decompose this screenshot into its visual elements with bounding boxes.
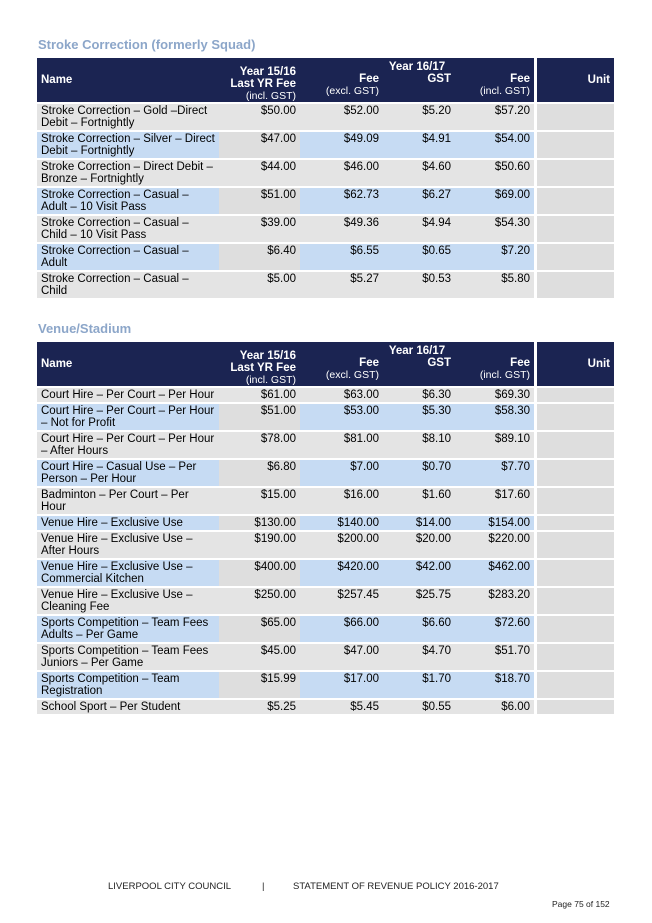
gst-amount: $5.20 [383,104,455,130]
unit-value [537,188,614,214]
last-year-fee: $190.00 [219,532,300,558]
fee-name: Stroke Correction – Silver – Direct Debit – Fortnightly [37,132,219,158]
table-row [37,216,614,242]
gst-amount: $25.75 [383,588,455,614]
table-row [37,616,614,642]
fee-excl-gst: $53.00 [300,404,383,430]
header-gst-label: GST [427,357,451,369]
gst-amount: $6.60 [383,616,455,642]
fee-incl-gst: $5.80 [455,272,534,298]
footer-document-title: STATEMENT OF REVENUE POLICY 2016-2017 [293,881,499,892]
fee-name: Sports Competition – Team Registration [37,672,219,698]
unit-value [537,244,614,270]
last-year-fee: $130.00 [219,516,300,530]
fee-excl-gst: $49.36 [300,216,383,242]
last-year-fee: $15.99 [219,672,300,698]
table-row [37,104,614,130]
header-fee: Fee [359,357,379,369]
unit-value [537,560,614,586]
fee-incl-gst: $154.00 [455,516,534,530]
fee-incl-gst: $58.30 [455,404,534,430]
fee-excl-gst: $47.00 [300,644,383,670]
header-year-16-17: Year 16/17 [388,345,446,357]
header-year-15-16: Year 15/16 [239,350,296,362]
fee-excl-gst: $7.00 [300,460,383,486]
fee-table-venue-stadium [37,340,614,716]
fee-name: Badminton – Per Court – Per Hour [37,488,219,514]
fee-name: Stroke Correction – Casual – Adult – 10 Visit Pass [37,188,219,214]
header-fee-incl-label: Fee [510,357,530,369]
footer-organisation: LIVERPOOL CITY COUNCIL [108,881,232,892]
unit-value [537,616,614,642]
page-number: Page 75 of 152 [552,899,610,909]
fee-incl-gst: $54.00 [455,132,534,158]
gst-amount: $5.30 [383,404,455,430]
unit-value [537,516,614,530]
gst-amount: $4.70 [383,644,455,670]
footer-separator: | [262,881,265,892]
fee-incl-gst: $69.00 [455,188,534,214]
fee-excl-gst: $5.27 [300,272,383,298]
table-row [37,132,614,158]
fee-name: Stroke Correction – Casual – Adult [37,244,219,270]
unit-value [537,700,614,714]
fee-name: Sports Competition – Team Fees Adults – Per Game [37,616,219,642]
table-header [37,58,614,102]
gst-amount: $42.00 [383,560,455,586]
table-header [37,342,614,386]
fee-incl-gst: $50.60 [455,160,534,186]
unit-value [537,488,614,514]
fee-incl-gst: $7.70 [455,460,534,486]
table-row [37,460,614,486]
column-header-unit: Unit [537,58,614,102]
header-row [37,342,614,386]
fee-table-stroke-correction [37,56,614,300]
gst-amount: $8.10 [383,432,455,458]
gst-amount: $1.60 [383,488,455,514]
last-year-fee: $400.00 [219,560,300,586]
header-excl-gst: (excl. GST) [325,369,379,381]
gst-amount: $0.70 [383,460,455,486]
last-year-fee: $15.00 [219,488,300,514]
fee-incl-gst: $18.70 [455,672,534,698]
column-header-name: Name [37,342,219,386]
fee-excl-gst: $66.00 [300,616,383,642]
fee-incl-gst: $17.60 [455,488,534,514]
header-incl-gst-2: (incl. GST) [479,85,530,97]
header-incl-gst: (incl. GST) [245,90,296,102]
fee-excl-gst: $200.00 [300,532,383,558]
fee-incl-gst: $69.30 [455,388,534,402]
table-row [37,188,614,214]
unit-value [537,672,614,698]
unit-value [537,404,614,430]
column-header-year-16-17 [300,58,534,102]
header-year-16-17: Year 16/17 [388,61,446,73]
unit-value [537,388,614,402]
unit-value [537,432,614,458]
fee-excl-gst: $257.45 [300,588,383,614]
table-row [37,700,614,714]
fee-incl-gst: $283.20 [455,588,534,614]
table-row [37,488,614,514]
fee-incl-gst: $72.60 [455,616,534,642]
fee-name: Venue Hire – Exclusive Use [37,516,219,530]
header-fee-excl [304,357,379,381]
fee-name: Court Hire – Per Court – Per Hour – After Hours [37,432,219,458]
gst-amount: $0.65 [383,244,455,270]
table-row [37,532,614,558]
header-fee: Fee [359,73,379,85]
column-header-last-yr-fee [219,58,300,102]
fee-excl-gst: $420.00 [300,560,383,586]
fee-name: Stroke Correction – Direct Debit – Bronze – Fortnightly [37,160,219,186]
unit-value [537,588,614,614]
fee-incl-gst: $51.70 [455,644,534,670]
fee-incl-gst: $7.20 [455,244,534,270]
fee-name: Court Hire – Casual Use – Per Person – Per Hour [37,460,219,486]
table-row [37,160,614,186]
fee-name: Stroke Correction – Casual – Child – 10 Visit Pass [37,216,219,242]
fee-excl-gst: $17.00 [300,672,383,698]
section-title: Stroke Correction (formerly Squad) [38,37,256,52]
header-gst [379,73,451,97]
header-last-yr-fee: Last YR Fee [230,78,296,90]
last-year-fee: $47.00 [219,132,300,158]
fee-incl-gst: $220.00 [455,532,534,558]
fee-incl-gst: $54.30 [455,216,534,242]
unit-value [537,532,614,558]
fee-name: School Sport – Per Student [37,700,219,714]
table-row [37,272,614,298]
table-row [37,404,614,430]
table-row [37,560,614,586]
header-excl-gst: (excl. GST) [325,85,379,97]
table-row [37,588,614,614]
gst-amount: $6.30 [383,388,455,402]
gst-amount: $4.60 [383,160,455,186]
last-year-fee: $6.80 [219,460,300,486]
unit-value [537,104,614,130]
unit-value [537,216,614,242]
fee-excl-gst: $49.09 [300,132,383,158]
fee-excl-gst: $52.00 [300,104,383,130]
fee-excl-gst: $5.45 [300,700,383,714]
fee-incl-gst: $6.00 [455,700,534,714]
fee-name: Sports Competition – Team Fees Juniors – Per Game [37,644,219,670]
fee-excl-gst: $16.00 [300,488,383,514]
table-row [37,644,614,670]
column-header-year-16-17 [300,342,534,386]
last-year-fee: $39.00 [219,216,300,242]
last-year-fee: $44.00 [219,160,300,186]
column-header-name: Name [37,58,219,102]
column-header-unit: Unit [537,342,614,386]
fee-excl-gst: $63.00 [300,388,383,402]
last-year-fee: $51.00 [219,188,300,214]
last-year-fee: $61.00 [219,388,300,402]
table-row [37,672,614,698]
section-title: Venue/Stadium [38,321,132,336]
table-body [37,104,614,298]
header-incl-gst-2: (incl. GST) [479,369,530,381]
table-row [37,244,614,270]
gst-amount: $20.00 [383,532,455,558]
last-year-fee: $50.00 [219,104,300,130]
fee-incl-gst: $462.00 [455,560,534,586]
header-gst [379,357,451,381]
unit-value [537,644,614,670]
fee-excl-gst: $46.00 [300,160,383,186]
unit-value [537,460,614,486]
unit-value [537,160,614,186]
fee-name: Stroke Correction – Gold –Direct Debit – Fortnightly [37,104,219,130]
fee-name: Venue Hire – Exclusive Use – Commercial Kitchen [37,560,219,586]
last-year-fee: $250.00 [219,588,300,614]
last-year-fee: $6.40 [219,244,300,270]
gst-amount: $6.27 [383,188,455,214]
table-row [37,432,614,458]
header-incl-gst: (incl. GST) [245,374,296,386]
gst-amount: $1.70 [383,672,455,698]
header-fee-incl-label: Fee [510,73,530,85]
unit-value [537,132,614,158]
gst-amount: $14.00 [383,516,455,530]
header-fee-incl [451,73,530,97]
fee-incl-gst: $57.20 [455,104,534,130]
gst-amount: $0.55 [383,700,455,714]
fee-name: Court Hire – Per Court – Per Hour [37,388,219,402]
fee-name: Venue Hire – Exclusive Use – After Hours [37,532,219,558]
gst-amount: $4.94 [383,216,455,242]
unit-value [537,272,614,298]
header-year-15-16: Year 15/16 [239,66,296,78]
last-year-fee: $45.00 [219,644,300,670]
header-subcolumns [304,73,530,97]
fee-incl-gst: $89.10 [455,432,534,458]
last-year-fee: $78.00 [219,432,300,458]
header-row [37,58,614,102]
table-row [37,388,614,402]
column-header-last-yr-fee [219,342,300,386]
last-year-fee: $5.00 [219,272,300,298]
last-year-fee: $51.00 [219,404,300,430]
fee-excl-gst: $140.00 [300,516,383,530]
last-year-fee: $5.25 [219,700,300,714]
fee-name: Stroke Correction – Casual – Child [37,272,219,298]
fee-name: Venue Hire – Exclusive Use – Cleaning Fee [37,588,219,614]
header-fee-excl [304,73,379,97]
fee-excl-gst: $6.55 [300,244,383,270]
last-year-fee: $65.00 [219,616,300,642]
fee-excl-gst: $62.73 [300,188,383,214]
header-gst-label: GST [427,73,451,85]
header-fee-incl [451,357,530,381]
table-row [37,516,614,530]
header-last-yr-fee: Last YR Fee [230,362,296,374]
fee-name: Court Hire – Per Court – Per Hour – Not for Profit [37,404,219,430]
gst-amount: $0.53 [383,272,455,298]
table-body [37,388,614,714]
header-subcolumns [304,357,530,381]
fee-excl-gst: $81.00 [300,432,383,458]
gst-amount: $4.91 [383,132,455,158]
